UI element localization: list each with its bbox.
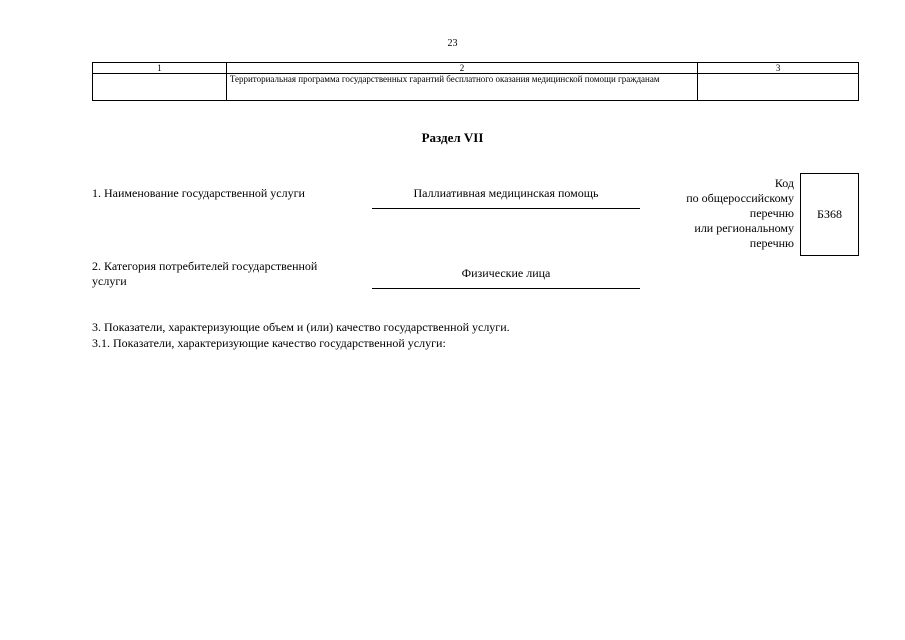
- continuation-table: [92, 62, 859, 101]
- code-label-line: Код: [774, 176, 794, 190]
- code-value: БЗ68: [817, 207, 842, 221]
- code-label: [640, 176, 794, 251]
- table-cell: [698, 74, 859, 101]
- table-header-cell: 1: [93, 63, 227, 74]
- quality-indicators-heading: 3.1. Показатели, характеризующие качество государственной услуги:: [92, 336, 446, 350]
- table-header-cell: 3: [698, 63, 859, 74]
- consumer-category-value: Физические лица: [461, 266, 551, 280]
- service-name-value: Паллиативная медицинская помощь: [413, 186, 599, 200]
- table-cell: [93, 74, 227, 101]
- table-cell: Территориальная программа государственных гарантий бесплатного оказания медицинской помощи гражданам: [226, 74, 697, 101]
- section-title: Раздел VII: [421, 130, 484, 145]
- consumer-category-underline: [372, 288, 640, 289]
- table-header-row: [93, 63, 859, 74]
- code-label-line: или региональному: [694, 221, 794, 235]
- consumer-category-label: [92, 259, 372, 289]
- consumer-category-label-line: 2. Категория потребителей государственной: [92, 259, 318, 273]
- service-name-label: 1. Наименование государственной услуги: [92, 186, 305, 200]
- code-label-line: перечню: [749, 236, 794, 250]
- code-label-line: по общероссийскому: [686, 191, 794, 205]
- table-header-cell: 2: [226, 63, 697, 74]
- service-name-underline: [372, 208, 640, 209]
- code-box: [800, 173, 859, 256]
- table-row: [93, 74, 859, 101]
- code-label-line: перечню: [749, 206, 794, 220]
- page-number: 23: [447, 38, 458, 49]
- indicators-heading: 3. Показатели, характеризующие объем и (или) качество государственной услуги.: [92, 320, 510, 334]
- consumer-category-label-line: услуги: [92, 274, 127, 288]
